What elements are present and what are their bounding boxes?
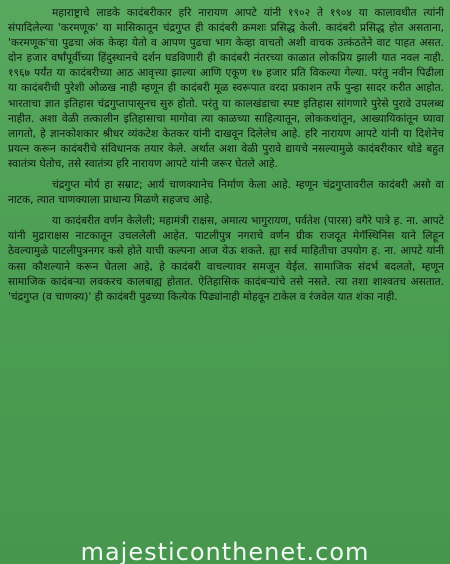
paragraph-1: महाराष्ट्राचे लाडके कादंबरीकार हरि नारायण आपटे यांनी १९०२ ते १९०४ या कालावधीत त्यांनी संपादिलेल्या 'करमणूक' या मासिकातून चंद्रगुप्त ही कादंबरी क्रमशः प्रसिद्ध केली. कादंबरी प्रसिद्ध होत असताना, 'करमणूक'चा पुढचा अंक केव्हा येतो व आपण पुढचा भाग केव्हा वाचतो अशी वाचक उत्कंठतेने वाट पाहत असत. दोन हजार वर्षांपूर्वीच्या हिंदुस्थानचे दर्शन घडविणारी ही कादंबरी नंतरच्या काळात लोकप्रिय झाली यात नवल नाही. १९६७ पर्यंत या कादंबरीच्या आठ आवृत्त्या झाल्या आणि एकूण १७ हजार प्रति विकल्या गेल्या. परंतु नवीन पिढीला या कादंबरीची पुरेशी ओळख नाही म्हणून ही कादंबरी मूळ स्वरूपात वरदा प्रकाशन तर्फे पुन्हा सादर करीत आहोत. भारताचा ज्ञात इतिहास चंद्रगुप्तापासूनच सुरु होतो. परंतु या कालखंडाचा स्पष्ट इतिहास सांगणारे पुरेसे पुरावे उपलब्ध नाहीत. अशा वेळी तत्कालीन इतिहासाचा मागोवा त्या काळच्या साहित्यातून, लोककथांतून, आख्यायिकांतून घ्यावा लागतो, हे ज्ञानकोशकार श्रीधर व्यंकटेश केतकर यांनी दाखवून दिलेलेच आहे. हरि नारायण आपटे यांनी या दिशेनेच प्रयत्न करून कादंबरीचे संविधानक तयार केले. अर्थात अशा वेळी पुरावे द्यायचे नसल्यामुळे कादंबरीकार थोडे बहुत स्वातंत्र्य घेतोच, तसे स्वातंत्र्य हरि नारायण आपटे यांनी जरूर घेतले आहे. bbox=[8, 7, 444, 170]
paragraph-2: चंद्रगुप्त मोर्य हा सम्राट; आर्य चाणक्यानेच निर्माण केला आहे. म्हणून चंद्रगुप्तावरील कादंबरी असो वा नाटक, त्यात चाणक्याला प्राधान्य मिळणे सहजच आहे. bbox=[8, 179, 444, 207]
blurb-text bbox=[8, 6, 444, 311]
paragraph-3: या कादंबरीत वर्णन केलेली; महामंत्री राक्षस, अमात्य भागुरायण, पर्वतेश (पारस) वगैरे पात्रे ह. ना. आपटे यांनी मुद्राराक्षस नाटकातून उचललेली आहेत. पाटलीपुत्र नगराचे वर्णन ग्रीक राजदूत मेगॅस्थिनिस याने लिहून ठेवल्यामुळे पाटलीपुत्रनगर कसे होते याची कल्पना आज येऊ शकते. ह्या सर्व माहितीचा उपयोग ह. ना. आपटे यांनी कसा कौशल्याने करून घेतला आहे, हे कादंबरी वाचल्यावर समजून येईल. सामाजिक संदर्भ बदलतो, म्हणून सामाजिक कादंबऱ्या लवकरच कालबाह्य होतात. ऐतिहासिक कादंबऱ्यांचे तसे नसते. त्या तशा शाश्वतच असतात. 'चंद्रगुप्त (व चाणक्य)' ही कादंबरी पुढच्या कित्येक पिढ्यांनाही मोहवून टाकेल व रंजवेल यात शंका नाही. bbox=[8, 215, 444, 303]
watermark: majesticonthenet.com bbox=[80, 540, 370, 564]
